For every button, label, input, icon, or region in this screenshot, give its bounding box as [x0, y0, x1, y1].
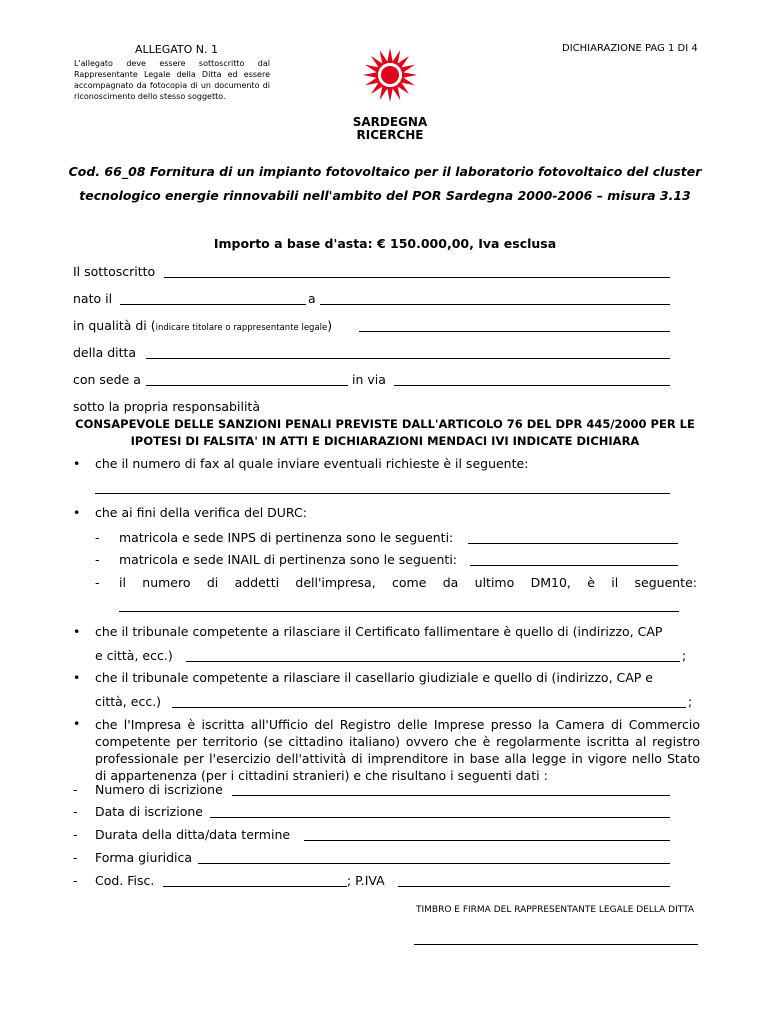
svg-text:SARDEGNA: SARDEGNA	[352, 115, 428, 129]
forma-giuridica-label: Forma giuridica	[95, 850, 193, 865]
qualita-field[interactable]	[359, 331, 670, 332]
numero-iscrizione-label: Numero di iscrizione	[95, 782, 223, 797]
allegato-note: L'allegato deve essere sottoscritto dal Rappresentante Legale della Ditta ed essere accompagnato da fotocopia di un documento di riconoscimento dello stesso soggetto.	[74, 59, 270, 101]
fax-label: che il numero di fax al quale inviare eventuali richieste è il seguente:	[95, 456, 529, 471]
fax-field[interactable]	[95, 493, 670, 494]
dash-icon: -	[73, 873, 78, 888]
sottoscritto-field[interactable]	[164, 277, 670, 278]
sede-label: con sede a	[73, 372, 141, 387]
ditta-label: della ditta	[73, 345, 137, 360]
casellario-label: che il tribunale competente a rilasciare il casellario giudiziale e quello di (indirizzo, CAP e	[95, 670, 654, 685]
bullet-icon: •	[73, 505, 81, 520]
bullet-icon: •	[73, 456, 81, 471]
svg-text:RICERCHE: RICERCHE	[356, 128, 424, 142]
responsabilita-label: sotto la propria responsabilità	[73, 399, 260, 414]
inail-field[interactable]	[470, 565, 678, 566]
page-indicator: DICHIARAZIONE PAG 1 DI 4	[562, 43, 698, 54]
semicolon: ;	[682, 648, 687, 663]
piva-label: ; P.IVA	[347, 873, 385, 888]
nato-a-label: a	[308, 291, 316, 306]
importo-base: Importo a base d'asta: € 150.000,00, Iva esclusa	[213, 236, 557, 251]
casellario-field[interactable]	[172, 707, 686, 708]
signature-field[interactable]	[414, 944, 698, 945]
forma-giuridica-field[interactable]	[198, 863, 670, 864]
qualita-label: in qualità di (indicare titolare o rappresentante legale)	[73, 318, 333, 333]
inail-label: matricola e sede INAIL di pertinenza sono le seguenti:	[119, 552, 458, 567]
bullet-icon: •	[73, 670, 81, 685]
nato-date-field[interactable]	[120, 304, 306, 305]
dash-icon: -	[95, 530, 100, 545]
durata-field[interactable]	[304, 840, 670, 841]
dash-icon: -	[73, 850, 78, 865]
dash-icon: -	[73, 782, 78, 797]
signature-label: TIMBRO E FIRMA DEL RAPPRESENTANTE LEGALE DELLA DITTA	[416, 905, 695, 915]
durata-label: Durata della ditta/data termine	[95, 827, 291, 842]
cod-fisc-field[interactable]	[163, 886, 347, 887]
allegato-label: ALLEGATO N. 1	[135, 43, 219, 56]
nato-label: nato il	[73, 291, 113, 306]
data-iscrizione-field[interactable]	[210, 817, 670, 818]
data-iscrizione-label: Data di iscrizione	[95, 804, 203, 819]
fallimentare-field[interactable]	[186, 661, 680, 662]
addetti-label: il numero di addetti dell'impresa, come da ultimo DM10, è il seguente:	[119, 575, 697, 590]
sun-logo-icon	[340, 45, 440, 145]
casellario-label-2: città, ecc.)	[95, 694, 162, 709]
durc-label: che ai fini della verifica del DURC:	[95, 505, 307, 520]
via-field[interactable]	[394, 385, 670, 386]
dash-icon: -	[95, 575, 100, 590]
inps-label: matricola e sede INPS di pertinenza sono le seguenti:	[119, 530, 454, 545]
ditta-field[interactable]	[146, 358, 670, 359]
fallimentare-label: che il tribunale competente a rilasciare il Certificato fallimentare è quello di (indirizzo, CAP	[95, 624, 663, 639]
sede-field[interactable]	[146, 385, 348, 386]
bullet-icon: •	[73, 624, 81, 639]
bullet-icon: •	[73, 716, 81, 731]
numero-iscrizione-field[interactable]	[232, 795, 670, 796]
via-label: in via	[352, 372, 386, 387]
document-title: Cod. 66_08 Fornitura di un impianto fotovoltaico per il laboratorio fotovoltaico del cluster tecnologico energie rinnovabili nell'ambito del POR Sardegna 2000-2006 – misura 3.13	[68, 164, 702, 203]
dash-icon: -	[95, 552, 100, 567]
inps-field[interactable]	[468, 543, 678, 544]
sardegna-ricerche-logo	[340, 45, 440, 145]
nato-place-field[interactable]	[320, 304, 670, 305]
registro-paragraph: che l'Impresa è iscritta all'Ufficio del Registro delle Imprese presso la Camera di Commercio competente per territorio (se cittadino italiano) ovvero che è regolarmente iscritta al registro professionale per l'esercizio dell'attività di imprenditore in base alla legge in vigore nello Stato di appartenenza (per i cittadini stranieri) e che risultano i seguenti dati :	[95, 717, 700, 783]
dash-icon: -	[73, 827, 78, 842]
fallimentare-label-2: e città, ecc.)	[95, 648, 173, 663]
dash-icon: -	[73, 804, 78, 819]
consapevole-statement: CONSAPEVOLE DELLE SANZIONI PENALI PREVISTE DALL'ARTICOLO 76 DEL DPR 445/2000 PER LE IPOTESI DI FALSITA' IN ATTI E DICHIARAZIONI MENDACI IVI INDICATE DICHIARA	[75, 417, 695, 448]
semicolon: ;	[688, 694, 693, 709]
piva-field[interactable]	[398, 886, 670, 887]
cod-fisc-label: Cod. Fisc.	[95, 873, 155, 888]
sottoscritto-label: Il sottoscritto	[73, 264, 156, 279]
addetti-field[interactable]	[119, 611, 679, 612]
